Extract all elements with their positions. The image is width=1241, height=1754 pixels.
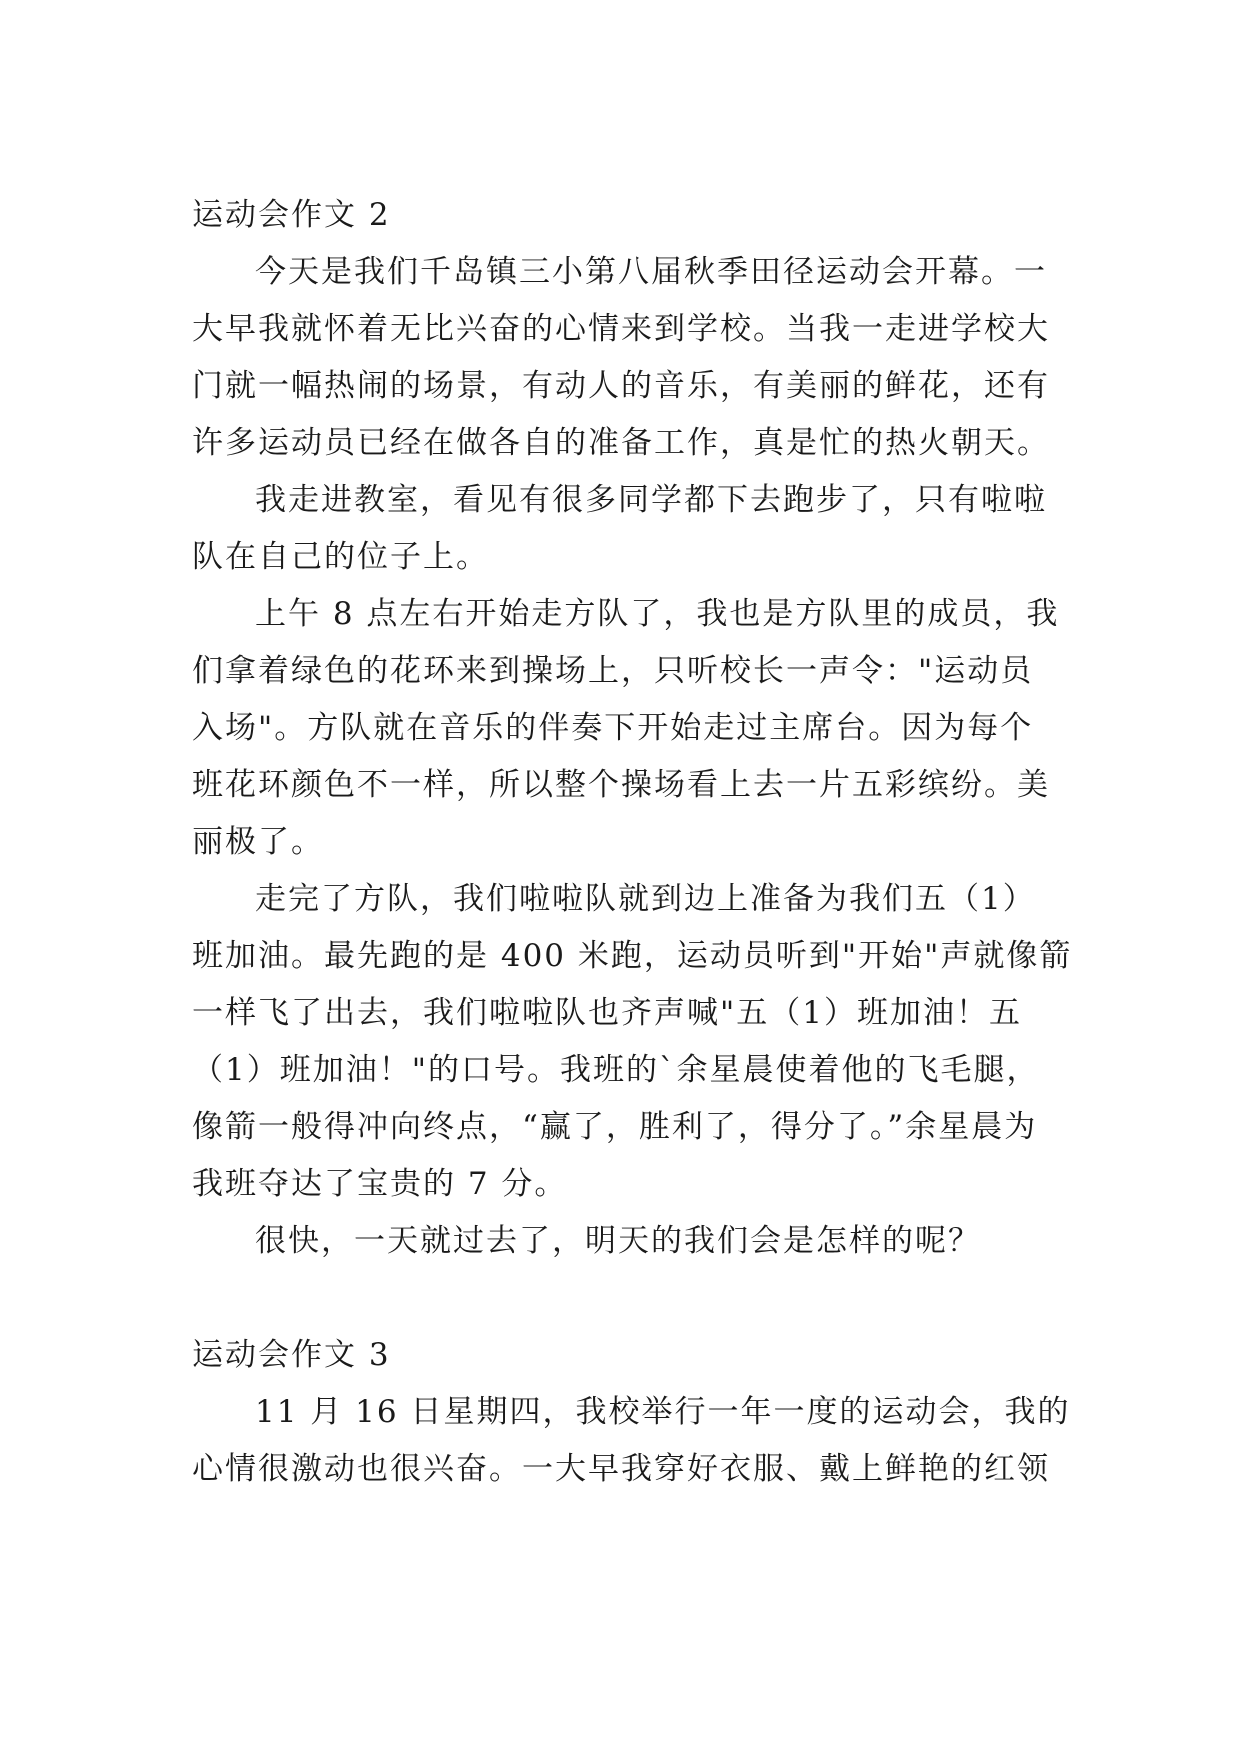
essay-2-line: 我班夺达了宝贵的 7 分。	[192, 1166, 568, 1202]
essay-2-line: 门就一幅热闹的场景，有动人的音乐，有美丽的鲜花，还有	[192, 368, 1050, 404]
essay-2-line: 丽极了。	[192, 824, 324, 860]
essay-2-line: 队在自己的位子上。	[192, 539, 489, 575]
essay-2-line: 班花环颜色不一样，所以整个操场看上去一片五彩缤纷。美	[192, 767, 1050, 803]
essay-3-line: 心情很激动也很兴奋。一大早我穿好衣服、戴上鲜艳的红领	[192, 1451, 1050, 1487]
essay-3-title: 运动会作文 3	[192, 1337, 391, 1373]
essay-2-title: 运动会作文 2	[192, 197, 391, 233]
essay-2-line: 像箭一般得冲向终点，“赢了，胜利了，得分了。”余星晨为	[192, 1109, 1038, 1145]
essay-2-line: （1）班加油！"的口号。我班的`余星晨使着他的飞毛腿，	[192, 1052, 1040, 1088]
essay-2-line: 一样飞了出去，我们啦啦队也齐声喊"五（1）班加油！五	[192, 995, 1022, 1031]
essay-2-line: 走完了方队，我们啦啦队就到边上准备为我们五（1）	[255, 881, 1036, 917]
essay-2-line: 今天是我们千岛镇三小第八届秋季田径运动会开幕。一	[255, 254, 1047, 290]
essay-2-line: 们拿着绿色的花环来到操场上，只听校长一声令："运动员	[192, 653, 1034, 689]
essay-2-line: 大早我就怀着无比兴奋的心情来到学校。当我一走进学校大	[192, 311, 1050, 347]
essay-2-line: 很快，一天就过去了，明天的我们会是怎样的呢？	[255, 1223, 981, 1259]
essay-3-line: 11 月 16 日星期四，我校举行一年一度的运动会，我的	[255, 1394, 1071, 1430]
essay-2-line: 上午 8 点左右开始走方队了，我也是方队里的成员，我	[255, 596, 1060, 632]
essay-2-line: 班加油。最先跑的是 400 米跑，运动员听到"开始"声就像箭	[192, 938, 1073, 974]
essay-2-line: 我走进教室，看见有很多同学都下去跑步了，只有啦啦	[255, 482, 1047, 518]
essay-2-line: 许多运动员已经在做各自的准备工作，真是忙的热火朝天。	[192, 425, 1050, 461]
essay-2-line: 入场"。方队就在音乐的伴奏下开始走过主席台。因为每个	[192, 710, 1034, 746]
